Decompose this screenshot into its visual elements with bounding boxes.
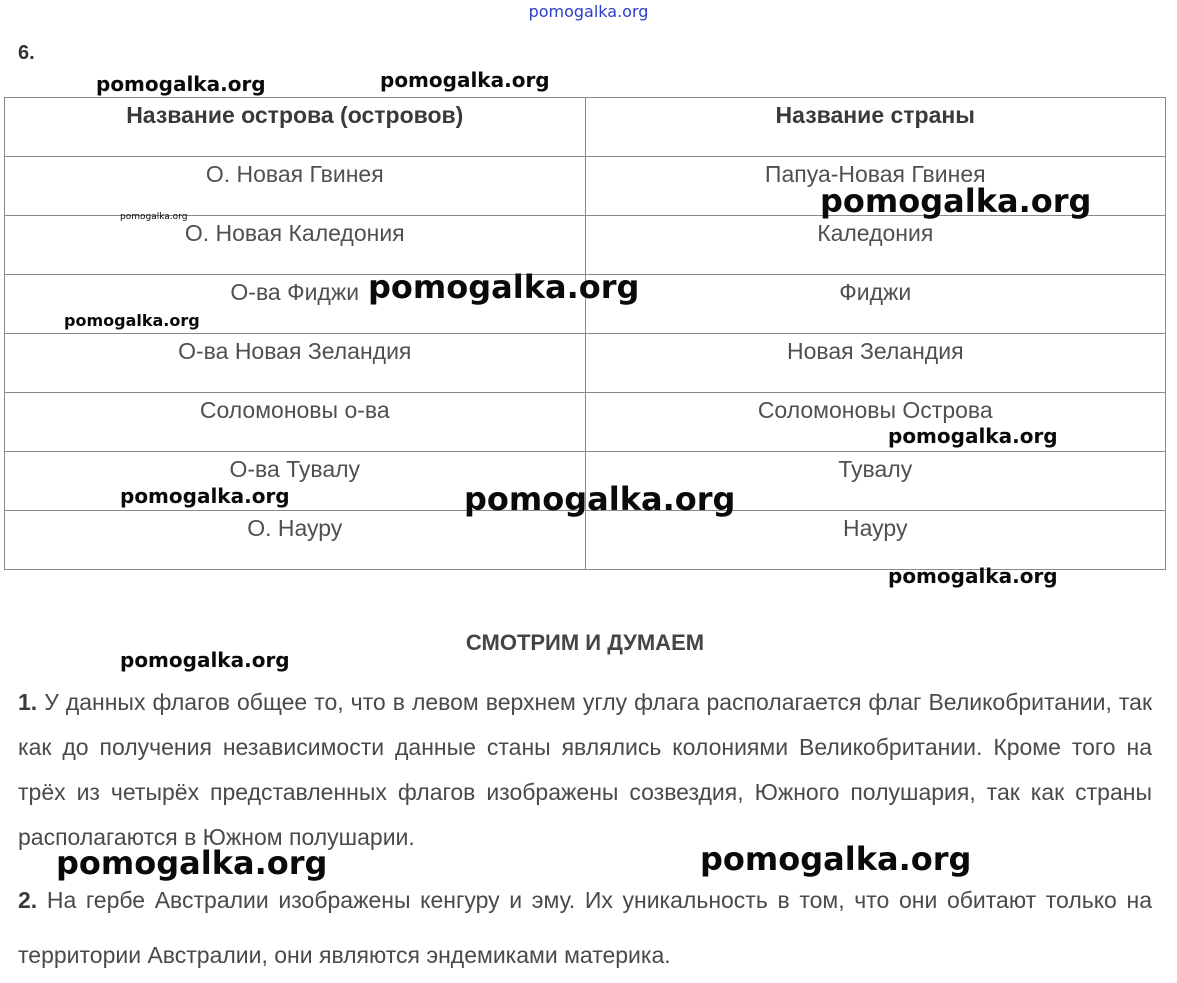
country-cell: Тувалу	[585, 452, 1166, 511]
country-cell: Фиджи	[585, 275, 1166, 334]
country-cell: Новая Зеландия	[585, 334, 1166, 393]
answer-number: 2.	[18, 887, 38, 913]
answer-text: На гербе Австралии изображены кенгуру и эму. Их уникальность в том, что они обитают только на территории Австралии, они являются эндемиками материка.	[18, 887, 1152, 968]
watermark: pomogalka.org	[96, 72, 266, 96]
island-cell: О-ва Фиджи	[5, 275, 586, 334]
island-cell: О-ва Тувалу	[5, 452, 586, 511]
island-cell: О-ва Новая Зеландия	[5, 334, 586, 393]
watermark: pomogalka.org	[820, 182, 1092, 220]
watermark: pomogalka.org	[700, 840, 972, 878]
column-header-island: Название острова (островов)	[5, 98, 586, 157]
country-cell: Папуа-Новая Гвинея	[585, 157, 1166, 216]
column-header-country: Название страны	[585, 98, 1166, 157]
table-row	[5, 511, 1166, 570]
answer-number: 1.	[18, 689, 38, 715]
watermark: pomogalka.org	[368, 268, 640, 306]
island-cell: Соломоновы о-ва	[5, 393, 586, 452]
section-title: СМОТРИМ И ДУМАЕМ	[465, 630, 705, 655]
task-number: 6.	[18, 42, 35, 64]
table-row	[5, 216, 1166, 275]
watermark: pomogalka.org	[464, 480, 736, 518]
answer-text: У данных флагов общее то, что в левом верхнем углу флага располагается флаг Великобритании, так как до получения независимости данные станы являлись колониями Великобритании. Кроме того на трёх из четырёх представленных флагов изображены созвездия, Южного полушария, так как страны располагаются в Южном полушарии.	[18, 689, 1153, 850]
table-row	[5, 334, 1166, 393]
watermark: pomogalka.org	[56, 844, 328, 882]
watermark: pomogalka.org	[888, 424, 1058, 448]
country-cell: Науру	[585, 511, 1166, 570]
island-cell: О. Новая Гвинея	[5, 157, 586, 216]
country-cell: Каледония	[585, 216, 1166, 275]
island-cell: О. Науру	[5, 511, 586, 570]
watermark: pomogalka.org	[888, 564, 1058, 588]
watermark: pomogalka.org	[64, 311, 200, 330]
watermark: pomogalka.org	[120, 648, 290, 672]
watermark: pomogalka.org	[120, 484, 290, 508]
watermark: pomogalka.org	[380, 68, 550, 92]
answer-2	[18, 873, 1152, 983]
table-header-row	[5, 98, 1166, 157]
answer-1	[18, 680, 1152, 860]
top-watermark-link[interactable]: pomogalka.org	[528, 2, 649, 21]
watermark: pomogalka.org	[120, 212, 188, 222]
country-cell: Соломоновы Острова	[585, 393, 1166, 452]
island-cell: О. Новая Каледония	[5, 216, 586, 275]
